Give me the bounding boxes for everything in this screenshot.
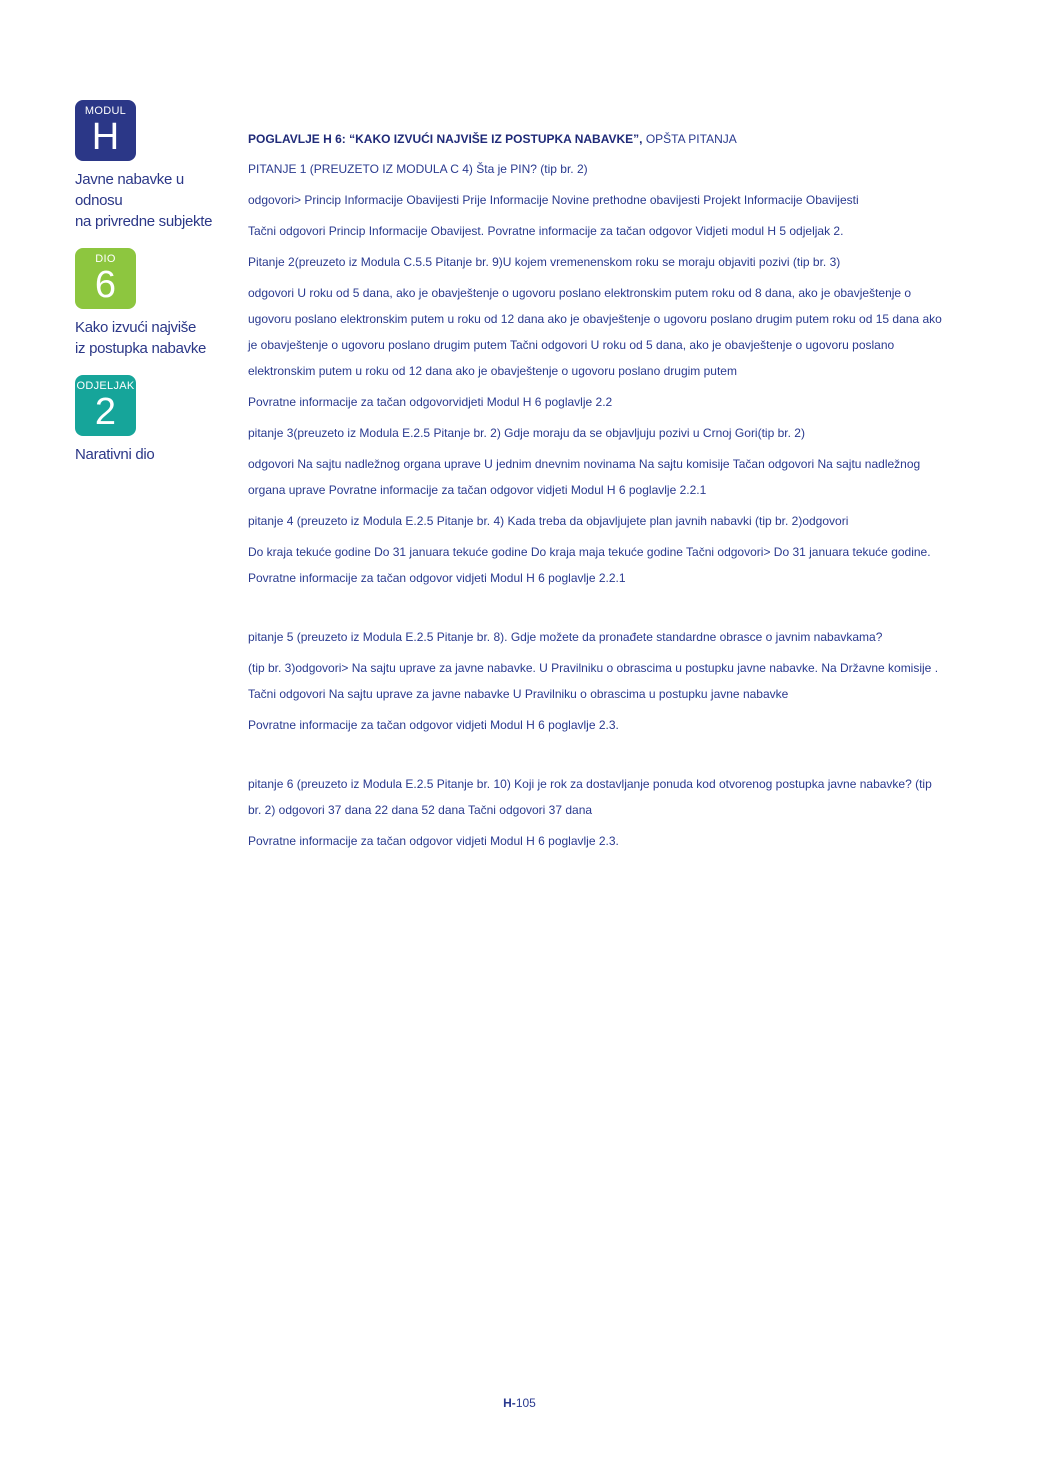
dio-badge — [75, 248, 136, 309]
sidebar — [75, 100, 235, 465]
paragraph-q4-answers: Do kraja tekuće godine Do 31 januara tekuće godine Do kraja maja tekuće godine Tačni odgovori> Do 31 januara tekuće godine. Povratne informacije za tačan odgovor vidjeti Modul H 6 poglavlje 2.2.1 — [248, 545, 931, 585]
modul-label-line1: Javne nabavke u odnosu — [75, 171, 184, 209]
paragraph-q1: PITANJE 1 (PREUZETO IZ MODULA C 4) Šta je PIN? (tip br. 2) — [248, 162, 588, 176]
paragraph-q2-answers: odgovori U roku od 5 dana, ako je obavještenje o ugovoru poslano elektronskim putem roku od 8 dana, ako je obavještenje o ugovoru poslano elektronskim putem u roku od 12 dana ako je obavještenje o ugovoru poslano drugim putem roku od 15 dana ako je obavještenje o ugovoru poslano drugim putem Tačni odgovori U roku od 5 dana, ako je obavještenje o ugovoru poslano elektronskim putem u roku od 12 dana ako je obavještenje o ugovoru poslano drugim putem — [248, 286, 942, 378]
odjeljak-badge-number: 2 — [94, 391, 117, 433]
chapter-heading — [248, 126, 948, 152]
paragraph-q3-answers: odgovori Na sajtu nadležnog organa uprave U jednim dnevnim novinama Na sajtu komisije Tačan odgovori Na sajtu nadležnog organa uprave Povratne informacije za tačan odgovor vidjeti Modul H 6 poglavlje 2.2.1 — [248, 457, 921, 497]
paragraph-q5-answers: (tip br. 3)odgovori> Na sajtu uprave za javne nabavke. U Pravilniku o obrascima u postupku javne nabavke. Na Državne komisije . Tačni odgovori Na sajtu uprave za javne nabavke U Pravilniku o obrascima u postupku javne nabavke — [248, 661, 939, 701]
dio-badge-caption: DIO — [95, 253, 116, 265]
paragraph-q6-feedback: Povratne informacije za tačan odgovor vidjeti Modul H 6 poglavlje 2.3. — [248, 834, 619, 848]
chapter-heading-bold: POGLAVLJE H 6: “KAKO IZVUĆI NAJVIŠE IZ POSTUPKA NABAVKE”, — [248, 132, 643, 146]
odjeljak-label-line1: Narativni dio — [75, 446, 155, 463]
paragraph-q4: pitanje 4 (preuzeto iz Modula E.2.5 Pitanje br. 4) Kada treba da objavljujete plan javnih nabavki (tip br. 2)odgovori — [248, 514, 849, 528]
main-content — [248, 126, 948, 859]
paragraph-q1-answers: odgovori> Princip Informacije Obavijesti Prije Informacije Novine prethodne obavijesti Projekt Informacije Obavijesti — [248, 193, 859, 207]
paragraph-q6: pitanje 6 (preuzeto iz Modula E.2.5 Pitanje br. 10) Koji je rok za dostavljanje ponuda kod otvorenog postupka javne nabavke? (tip br. 2) odgovori 37 dana 22 dana 52 dana Tačni odgovori 37 dana — [248, 777, 932, 817]
modul-badge-letter: H — [91, 116, 120, 158]
modul-badge — [75, 100, 136, 161]
paragraph-q5-feedback: Povratne informacije za tačan odgovor vidjeti Modul H 6 poglavlje 2.3. — [248, 718, 619, 732]
dio-label-line1: Kako izvući najviše — [75, 319, 197, 336]
modul-label-line2: na privredne subjekte — [75, 213, 213, 230]
odjeljak-badge — [75, 375, 136, 436]
chapter-heading-thin: OPŠTA PITANJA — [642, 132, 737, 146]
page-number: 105 — [515, 1396, 536, 1410]
paragraph-q2-feedback: Povratne informacije za tačan odgovorvidjeti Modul H 6 poglavlje 2.2 — [248, 395, 613, 409]
odjeljak-label — [75, 444, 235, 465]
modul-label — [75, 169, 235, 232]
dio-badge-number: 6 — [94, 264, 117, 306]
page-footer — [0, 1396, 1039, 1410]
dio-label-line2: iz postupka nabavke — [75, 340, 207, 357]
paragraph-q5: pitanje 5 (preuzeto iz Modula E.2.5 Pitanje br. 8). Gdje možete da pronađete standardne obrasce o javnim nabavkama? — [248, 630, 883, 644]
page-number-prefix: H- — [503, 1396, 516, 1410]
paragraph-q3: pitanje 3(preuzeto iz Modula E.2.5 Pitanje br. 2) Gdje moraju da se objavljuju pozivi u Crnoj Gori(tip br. 2) — [248, 426, 805, 440]
paragraph-q2: Pitanje 2(preuzeto iz Modula C.5.5 Pitanje br. 9)U kojem vremenenskom roku se moraju objaviti pozivi (tip br. 3) — [248, 255, 841, 269]
dio-label — [75, 317, 235, 359]
modul-badge-caption: MODUL — [84, 105, 127, 117]
odjeljak-badge-caption: ODJELJAK — [76, 380, 135, 392]
spacer — [248, 596, 948, 624]
spacer — [248, 743, 948, 771]
paragraph-q1-correct: Tačni odgovori Princip Informacije Obavijest. Povratne informacije za tačan odgovor Vidjeti modul H 5 odjeljak 2. — [248, 224, 844, 238]
